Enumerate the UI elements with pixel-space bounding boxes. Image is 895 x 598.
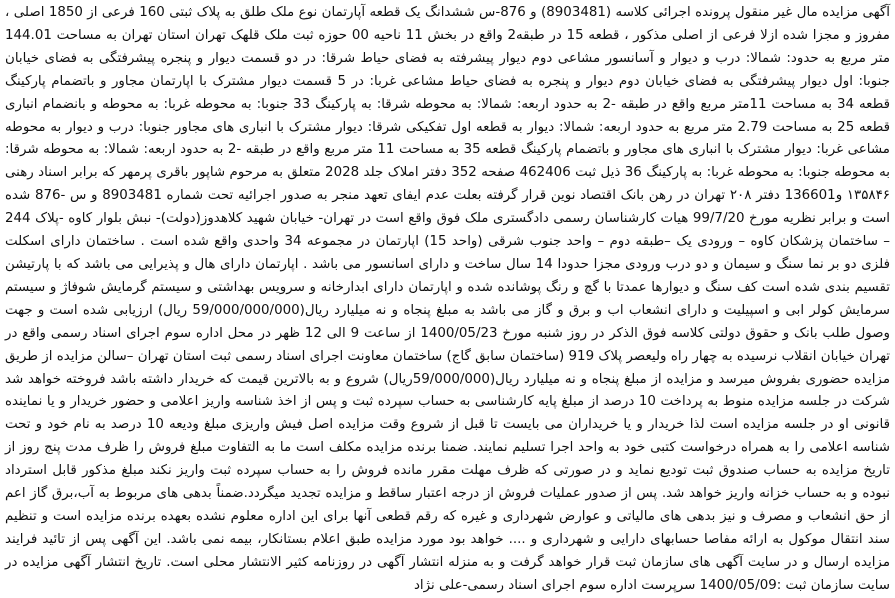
notice-body-text: آگهی مزایده مال غیر منقول پرونده اجرائی کلاسه (8903481) و 876-س ششدانگ یک قطعه آپارتمان نوع ملک طلق به پلاک ثبتی 160 فرعی از 1850 اصلی ، مفروز و مجزا شده ازلا فرعی از اصلی مذکور ، قطعه 15 در طبقه2 واقع در بخش 11 ناحیه 00 حوزه ثبت ملک قلهک تهران استان تهران به مساحت 144.01 متر مربع به حدود: شمالا: درب و دیوار و آسانسور مشاعی دوم دیوار پیشرفته به فضای حیاط شرقا: در دو قسمت دیوار و پنجره پیشرفتگی به فضای خیابان جنوبا: اول دیوار پیشرفتگی به فضای خیابان دوم دیوار و پنجره به فضای حیاط مشاعی غربا: در 5 قسمت دیوار مشترک با اپارتمان مجاور و باتضمام پارکینگ قطعه 34 به مساحت 11متر مربع واقع در طبقه -2 به حدود اربعه: شمالا: به محوطه شرقا: به پارکینگ 33 جنوبا: به محوطه غربا: به محوطه و بانضمام انباری قطعه 25 به مساحت 2.79 متر مربع به حدود اربعه: شمالا: دیوار به قطعه اول تفکیکی شرقا: دیوار مشترک با انباری های مجاور جنوبا: درب و دیوار به محوطه مشاعی غربا: دیوار مشترک با انباری های مجاور و باتضمام پارکینگ قطعه 35 به مساحت 11 متر مربع واقع در طبقه -2 به حدود اربعه: شمالا: به محوطه شرقا: به محوطه جنوبا: به محوطه غربا: به پارکینگ 36 ذیل ثبت 462406 صفحه 352 دفتر املاک جلد 2028 متعلق به مرحوم شاپور باقری پرمهر که برابر اسناد رهنی ۱۳۵۸۴۶ و136601 دفتر ۲۰۸ تهران در رهن بانک اقتصاد نوین قرار گرفته بعلت عدم ایفای تعهد منجر به صدور اجرائیه تحت شماره 8903481 و س -876 شده است و برابر نظریه مورخ 99/7/20 هیات کارشناسان رسمی دادگستری ملک فوق واقع است در تهران- خیابان شهید کلاهدوز(دولت)- نبش بلوار کاوه -پلاک 244 – ساختمان پزشکان کاوه – ورودی یک –طبقه دوم – واحد جنوب شرقی (واحد 15) اپارتمان در مجموعه 34 واحدی واقع شده است . ساختمان دارای اسکلت فلزی دو بر نما سنگ و سیمان و دو درب ورودی مجزا حدودا 14 سال ساخت و دارای اسانسور می باشد . اپارتمان دارای هال و پذیرایی می باشد که با پارتیشن تقسیم بندی شده است کف سنگ و دیوارها عمدتا با گچ و رنگ پوشانده شده و اپارتمان دارای ابدارخانه و سرویس بهداشتی و سیستم گرمایش شوفاژ و سیستم سرمایش کولر ابی و اسپیلیت و دارای انشعاب اب و برق و گاز می باشد به مبلغ پنجاه و نه میلیارد ریال(59/000/000/000 ریال) ارزیابی شده است و جهت وصول طلب بانک و حقوق دولتی کلاسه فوق الذکر در روز شنبه مورخ 1400/05/23 از ساعت 9 الی 12 ظهر در محل اداره سوم اجرای اسناد رسمی واقع در تهران خیابان انقلاب نرسیده به چهار راه ولیعصر پلاک 919 (ساختمان سابق گاج) ساختمان معاونت اجرای اسناد رسمی ثبت استان تهران –سالن مزایده از طریق مزایده حضوری بفروش میرسد و مزایده از مبلغ پنجاه و نه میلیارد ریال(59/000/000ریال) شروع و به بالاترین قیمت که خریدار داشته باشد فروخته خواهد شد شرکت در جلسه مزایده منوط به پرداخت 10 درصد از مبلغ پایه کارشناسی به حساب سپرده ثبت و پس از اخذ شناسه واریز اعلامی و حضور خریدار و یا نماینده قانونی او در جلسه مزایده است لذا خریدار و یا خریداران می بایست تا قبل از شروع وقت مزایده اصل فیش واریزی مبلغ ودیعه 10 درصد به نام خود و تحت شناسه اعلامی را به همراه درخواست کتبی خود به واحد اجرا تسلیم نمایند. ضمنا برنده مزایده مکلف است ما به التفاوت مبلغ فروش را ظرف مدت پنج روز از تاریخ مزایده به حساب صندوق ثبت تودیع نماید و در صورتی که ظرف مهلت مقرر مانده فروش را به حساب سپرده ثبت واریز نکند مبلغ مذکور قابل استرداد نبوده و به حساب خزانه واریز خواهد شد. پس از صدور عملیات فروش از درجه اعتبار ساقط و مزایده تجدید میگردد.ضمناً بدهی های مربوط به آب،برق گاز اعم از حق انشعاب و مصرف و نیز بدهی های مالیاتی و عوارض شهرداری و غیره که رقم قطعی آنها برای این اداره معلوم نشده بعهده برنده مزایده است و تنظیم سند انتقال موکول به ارائه مفاصا حسابهای دارایی و شهرداری و .... خواهد بود مورد مزایده طبق اعلام بستانکار، بیمه نمی باشد. این آگهی پس از تائید فرایند مزایده ارسال و در سایت آگهی های سازمان ثبت قرار خواهد گرفت و به منزله انتشار آگهی در روزنامه کثیر الانتشار محلی است. تاریخ انتشار آگهی مزایده در سایت سازمان ثبت :1400/05/09 سرپرست اداره سوم اجرای اسناد رسمی-علی نژاد xyxy=(5,5,891,593)
